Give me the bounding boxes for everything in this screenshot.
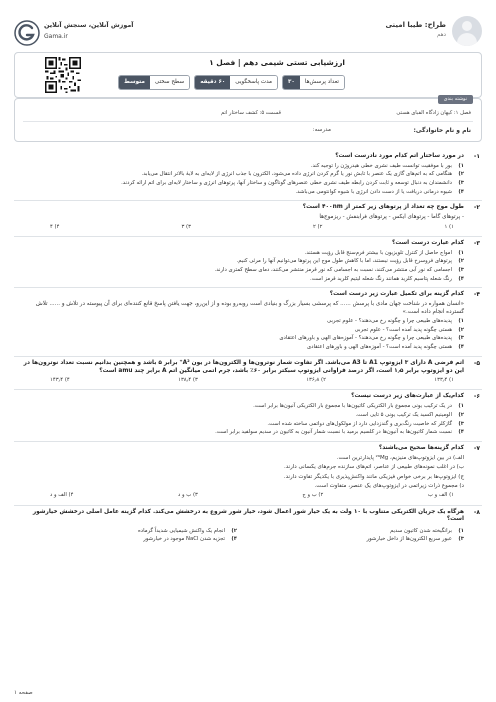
inline-options — [20, 492, 464, 499]
answer-option[interactable] — [20, 429, 464, 436]
option-grid — [20, 526, 464, 545]
option-text: الومینیم اکسید یک ترکیب یونی ۵ تایی است. — [355, 411, 452, 418]
answer-option[interactable]: ۴) ۱۴۳٫۴ — [50, 377, 70, 384]
question-text: کدام‌یک از عبارت‌های زیر درست نیست؟ — [351, 393, 464, 400]
question-4 — [14, 288, 482, 356]
option-text: هستی چگونه پدید آمده است؟ - آموزه‌های الهی و باورهای اعتقادی — [306, 344, 452, 351]
question-8 — [14, 506, 482, 548]
question-number: ۳- — [473, 239, 480, 247]
option-column — [247, 526, 464, 545]
answer-option[interactable] — [20, 163, 464, 170]
answer-option[interactable] — [20, 250, 464, 257]
question-2 — [14, 201, 482, 237]
answer-option[interactable]: ۳) ۳ — [181, 223, 191, 230]
answer-option[interactable] — [20, 528, 237, 535]
answer-option[interactable]: ۴) ۴ — [50, 223, 60, 230]
question-subtext: - پرتوهای گاما - پرتوهای ایکس - پرتوهای فرابنفش - ریزموج‌ها — [319, 214, 464, 221]
statement: الف) در بین ایزوتوپ‌های منیزیم، ²⁶Mg پایدارترین است. — [336, 454, 464, 461]
option-number: ۱) — [458, 318, 464, 325]
option-text: رنگ شعله پتاسیم کلرید همانند رنگ شعله لیتیم کلرید قرمز است. — [310, 275, 452, 282]
statement: ب) در اغلب نمونه‌های طبیعی از عناصر، اتم‌های سازنده جرم‌های یکسانی دارند. — [283, 464, 464, 471]
answer-option[interactable] — [20, 536, 237, 543]
answer-option[interactable]: ۳) ب و د — [178, 492, 198, 499]
page-number: صفحه ۱ — [14, 690, 33, 696]
question-3 — [14, 237, 482, 288]
question-text: اتم فرضی A دارای ۳ ایزوتوپ A1 تا A3 می‌باشد. اگر تفاوت شمار نوترون‌ها و الکترون‌ها در یون A²⁺ برابر ۵ باشد و همچنین بدانیم نسبت تعداد نوترون‌ها در این دو ایزوتوپ برابر ۱٫۵ است، اگر درصد فراوانی ایزوتوپ سبکتر برابر ۶۰٪ باشد، جرم اتمی میانگین اتم A برابر چند amu است؟ — [23, 359, 464, 374]
meta-key: مدت پاسخگویی — [230, 76, 277, 89]
question-subtext: «انسان همواره در شناخت جهان مادی با پرسش ...... که پرسشی بسیار بزرگ و بنیادی است روبه‌رو بوده و از این‌رو، جهت یافتن پاسخ قانع کننده‌ای برای آن پیوسته در تلاش و ...... تلاش گسترده انجام داده است.» — [35, 301, 464, 315]
option-number: ۴) — [458, 188, 464, 195]
option-text: در یک ترکیب یونی مجموع بار الکتریکی کاتیون‌ها با مجموع بار الکتریکی آنیون‌ها برابر است. — [253, 403, 452, 410]
avatar — [452, 16, 482, 46]
designer-name: طراح: طیبا امینی — [385, 21, 446, 29]
option-number: ۲) — [231, 527, 237, 534]
meta-difficulty — [118, 75, 190, 90]
student-info-box — [14, 98, 482, 142]
question-text: در مورد ساختار اتم کدام مورد نادرست است؟ — [335, 153, 464, 159]
option-text: هنگامی که به اتم‌های گازی یک عنصر با تابش نور یا گرم کردن انرژی داده می‌شود، الکترون با جذب انرژی از لایه‌ای به لایهٔ بالاتر انتقال می‌یابد. — [141, 171, 452, 178]
question-number: ۸- — [473, 508, 480, 516]
option-text: اجسامی که نور آبی منتشر می‌کنند، نسبت به اجسامی که نور قرمز منتشر می‌کنند، دمای سطح کمتری دارند. — [214, 266, 452, 273]
answer-option[interactable] — [20, 318, 464, 325]
inline-options — [20, 377, 464, 384]
answer-option[interactable] — [20, 267, 464, 274]
question-number: ۲- — [473, 204, 480, 212]
lesson-label: قسمت ۵: کشف ساختار اتم — [221, 110, 281, 116]
option-text: هستی چگونه پدید آمده است؟ - علوم تجربی — [354, 326, 452, 333]
question-number: ۶- — [473, 393, 480, 401]
gama-logo-icon — [14, 20, 40, 46]
option-text: پرتوهای فروسرخ قابل رؤیت نیستند، اما با کاهش طول موج این پرتوها می‌توانیم آنها را مرئی کنیم. — [236, 258, 452, 265]
designer-block — [342, 16, 482, 56]
meta-key: تعداد پرسش‌ها — [300, 76, 344, 89]
option-number: ۱) — [458, 403, 464, 410]
option-text: نسبت شمار کاتیون‌ها به آنیون‌ها در کلسیم برمید با نسبت شمار آنیون به کاتیون در سدیم سولفید برابر است. — [215, 429, 452, 436]
exam-title-box — [14, 52, 482, 98]
option-number: ۱) — [458, 249, 464, 256]
option-number: ۱) — [458, 527, 464, 534]
option-text: دانشمندان به دنبال توسعه و ثابت کردن رابطه طیف نشری خطی عنصرهای گوناگون و ساختار آنها، پرتوهای انرژی و ساختار لایه‌ای برای اتم ارائه کردند. — [121, 180, 452, 187]
exam-meta — [118, 75, 345, 90]
answer-option[interactable] — [20, 258, 464, 265]
answer-option[interactable]: ۳) ۱۳۸٫۴ — [178, 377, 198, 384]
divider — [23, 121, 473, 122]
option-number: ۴) — [458, 429, 464, 436]
question-number: ۵- — [473, 359, 480, 367]
option-number: ۳) — [458, 266, 464, 273]
statement: ج) ایزوتوپ‌ها بر برخی خواص فیزیکی مانند واکنش‌پذیری با یکدیگر تفاوت دارند. — [283, 473, 464, 480]
answer-option[interactable] — [20, 171, 464, 178]
question-number: ۷- — [473, 444, 480, 452]
question-5 — [14, 357, 482, 391]
question-number: ۴- — [473, 291, 480, 299]
question-1 — [14, 150, 482, 201]
option-number: ۳) — [458, 180, 464, 187]
answer-option[interactable] — [20, 327, 464, 334]
option-text: انجام یک واکنش شیمیایی شدیداً گرماده — [138, 527, 225, 534]
option-number: ۴) — [458, 344, 464, 351]
answer-option[interactable]: ۲) ب و ج — [302, 492, 324, 499]
inline-options — [20, 224, 464, 231]
school-field[interactable]: مدرسه: — [312, 127, 331, 133]
option-column — [20, 526, 237, 545]
meta-value: متوسط — [119, 76, 150, 89]
answer-option[interactable] — [247, 528, 464, 535]
option-number: ۳) — [458, 536, 464, 543]
meta-value: ۳۰ — [283, 76, 300, 89]
answer-option[interactable]: ۱) ۱۳۳٫۴ — [434, 377, 454, 384]
question-list — [14, 150, 482, 548]
option-number: ۱) — [458, 162, 464, 169]
answer-option[interactable] — [20, 421, 464, 428]
answer-option[interactable] — [20, 344, 464, 351]
option-text: امواج حاصل از کنترل تلویزیون با بیشتر فرم‌سنج قابل رؤیت هستند. — [304, 249, 452, 256]
option-number: ۲) — [458, 411, 464, 418]
question-7 — [14, 442, 482, 506]
option-text: تجزیه شدن NaCl موجود در خیارشور — [143, 536, 225, 543]
option-number: ۲) — [458, 171, 464, 178]
brand-url: Gama.ir — [44, 33, 68, 40]
student-name-field[interactable]: نام و نام خانوادگی: — [413, 127, 471, 134]
question-text: کدام عبارت درست است؟ — [391, 239, 464, 246]
answer-option[interactable] — [20, 403, 464, 410]
statement: د) مجموع ذرات زیراتمی در ایزوتوپ‌های یک عنصر، متفاوت است. — [314, 482, 464, 489]
answer-option[interactable] — [20, 335, 464, 342]
exam-header — [14, 12, 482, 96]
answer-option[interactable]: ۱) ۱ — [444, 223, 454, 230]
answer-option[interactable] — [20, 276, 464, 283]
option-number: ۲) — [458, 326, 464, 333]
option-text: پدیده‌های طبیعی چرا و چگونه رخ می‌دهند؟ - آموزه‌های الهی و باورهای اعتقادی — [279, 335, 452, 342]
option-number: ۴) — [231, 536, 237, 543]
question-text: کدام گزینه‌ها صحیح می‌باشند؟ — [378, 444, 464, 451]
meta-key: سطح سختی — [150, 76, 189, 89]
info-badge: نوشته بندی — [438, 95, 473, 104]
question-number: ۱- — [473, 153, 480, 160]
option-text: گازکلر که خاصیت رنگ‌بری و گندزدایی دارد از مولکول‌های دواتمی ساخته شده است. — [267, 420, 452, 427]
option-text: عبور سریع الکترون‌ها از داخل خیارشور — [366, 536, 452, 543]
grade-label: دهم — [436, 32, 446, 38]
answer-option[interactable] — [20, 189, 464, 196]
option-text: شیوه درمانی دریافت یا از دست دادن انرژی با شیوه کوانتومی می‌باشد. — [295, 188, 452, 195]
chapter-label: فصل ۱: کیهان زادگاه الفبای هستی — [396, 110, 471, 116]
option-number: ۲) — [458, 258, 464, 265]
answer-option[interactable] — [247, 536, 464, 543]
option-text: برانگیخته شدن کاتیون سدیم — [390, 527, 452, 534]
meta-value: ۶۰ دقیقه — [195, 76, 230, 89]
option-text: پدیده‌های طبیعی چرا و چگونه رخ می‌دهند؟ - علوم تجربی — [327, 318, 452, 325]
option-text: بور با موفقیت توانست طیف نشری خطی هیدروژن را توجیه کند. — [310, 162, 452, 169]
answer-option[interactable]: ۲) ۲ — [313, 223, 323, 230]
question-6 — [14, 390, 482, 441]
exam-title: ارزشیابی تستی شیمی دهم | فصل ۱ — [209, 58, 345, 67]
answer-option[interactable] — [20, 412, 464, 419]
brand-name: آموزش آنلاین، سنجش آنلاین — [44, 21, 134, 29]
meta-question-count — [282, 75, 345, 90]
brand-block[interactable] — [14, 16, 154, 52]
question-text: کدام گزینه برای تکمیل عبارت زیر درست است؟ — [329, 291, 464, 298]
question-text: طول موج چه تعداد از پرتوهای زیر کمتر از ۴۰۰nm است؟ — [302, 204, 464, 211]
option-number: ۳) — [458, 335, 464, 342]
qr-code-icon[interactable] — [45, 57, 81, 93]
answer-option[interactable]: ۲) ۱۳۶٫۸ — [306, 377, 326, 384]
answer-option[interactable]: ۱) الف و ب — [427, 492, 454, 499]
answer-option[interactable] — [20, 180, 464, 187]
option-number: ۴) — [458, 275, 464, 282]
option-number: ۳) — [458, 420, 464, 427]
answer-option[interactable]: ۴) الف و د — [50, 492, 74, 499]
question-text: هرگاه یک جریان الکتریکی متناوب با ۱۰ ولت به یک خیار شور اعمال شود، خیار شور شروع به درخشش می‌کند. کدام گزینه عامل اصلی درخشش خیارشور است؟ — [32, 508, 464, 523]
meta-duration — [194, 75, 278, 90]
